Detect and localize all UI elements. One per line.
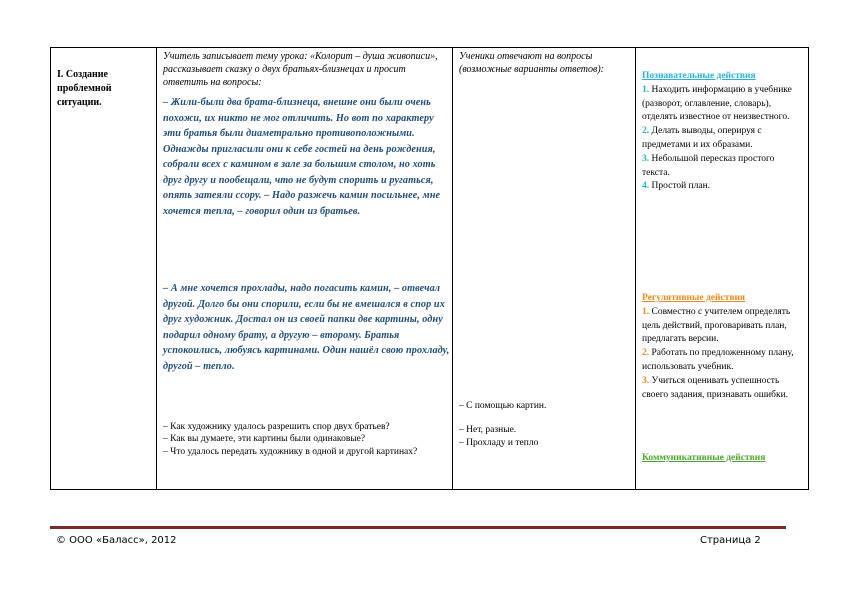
story-part-1: – Жили-были два брата-близнеца, внешне они были очень похожи, их никто не мог отличить. Но вот по характеру эти братья были диаметрально противоположными. Однажды пригласили они к себе гостей на день рождения, собрали всех с камином в зале за большим столом, но хоть друг другу и пообещали, что не будут спорить и ругаться, опять затеяли ссору. – Надо разжечь камин посильнее, мне хочется тепла, – говорил один из братьев. <box>163 97 441 217</box>
regulatory-item: 1. Совместно с учителем определять цель действий, проговаривать план, предлагать версии. <box>642 306 791 345</box>
regulatory-item: 2. Работать по предложенному плану, использовать учебник. <box>642 348 794 372</box>
cognitive-item: 1. Находить информацию в учебнике (разворот, оглавление, словарь), отделять известное от неизвестного. <box>642 84 792 123</box>
question-item: – Как художнику удалось разрешить спор двух братьев? <box>163 422 390 432</box>
regulatory-title: Регулятивные действия <box>642 293 746 303</box>
communicative-actions <box>642 452 802 466</box>
students-column <box>453 48 636 489</box>
page-number: Страница 2 <box>700 535 761 546</box>
answer-item: – С помощью картин. <box>459 401 547 411</box>
cognitive-item: 3. Небольшой пересказ простого текста. <box>642 153 775 178</box>
teacher-column <box>157 48 453 489</box>
cognitive-item: 2. Делать выводы, оперируя с предметами и их образами. <box>642 126 762 150</box>
cognitive-title: Познавательные действия <box>642 71 756 81</box>
students-intro: Ученики отвечают на вопросы (возможные варианты ответов): <box>459 51 604 75</box>
answer-item: – Прохладу и тепло <box>459 437 539 448</box>
lesson-table <box>50 47 809 490</box>
cognitive-item: 4. Простой план. <box>642 181 711 192</box>
teacher-questions <box>163 421 449 458</box>
stage-column <box>51 48 157 489</box>
uud-column <box>636 48 808 489</box>
communicative-title: Коммуникативные действия <box>642 453 766 463</box>
story-part-2: – А мне хочется прохлады, надо погасить камин, – отвечал другой. Долго бы они спорили, если бы не вмешался в спор их друг художник. Достал он из своей папки две картины, одну подарил одному брату, а другую – второму. Братья успокоились, любуясь картинами. Один нашёл свою прохладу, другой – тепло. <box>163 283 450 372</box>
cognitive-actions <box>642 70 802 194</box>
regulatory-item: 3. Учиться оценивать успешность своего задания, признавать ошибки. <box>642 375 789 400</box>
question-item: – Как вы думаете, эти картины были одинаковые? <box>163 434 366 445</box>
student-answers <box>459 400 631 449</box>
stage-label: I. Создание проблемной ситуации. <box>57 69 112 108</box>
footer-copyright: © ООО «Баласс», 2012 <box>56 535 177 546</box>
question-item: – Что удалось передать художнику в одной и другой картинах? <box>163 446 418 457</box>
regulatory-actions <box>642 292 802 402</box>
teacher-intro: Учитель записывает тему урока: «Колорит – душа живописи», рассказывает сказку о двух братьях-близнецах и просит ответить на вопросы: <box>163 51 438 88</box>
answer-item: – Нет, разные. <box>459 425 517 436</box>
footer-rule <box>50 526 786 529</box>
